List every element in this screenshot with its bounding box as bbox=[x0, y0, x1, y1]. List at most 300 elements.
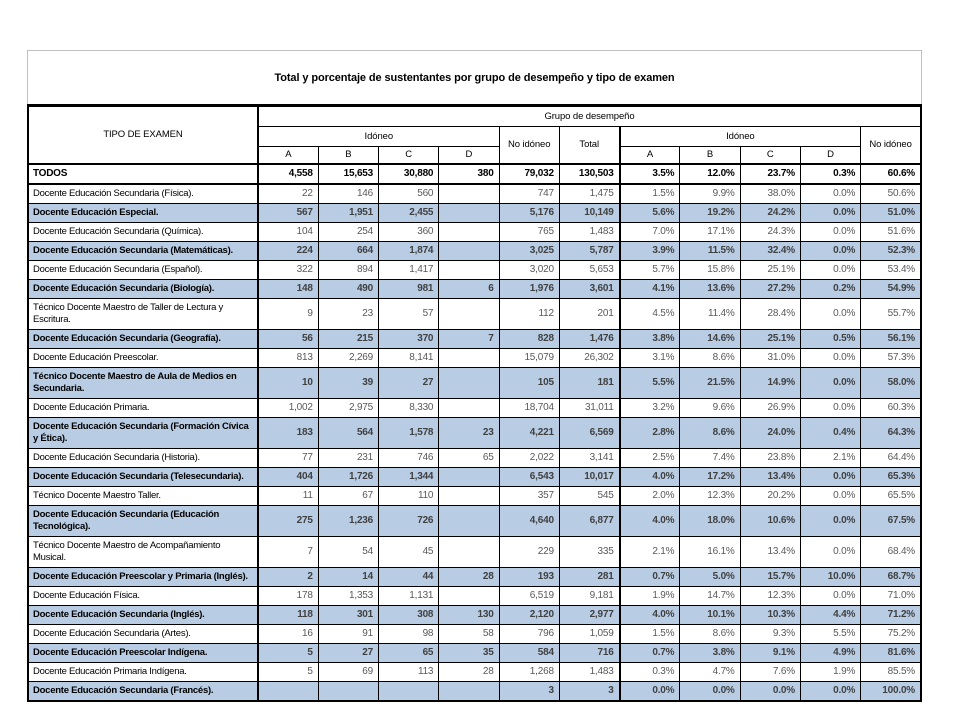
table-row bbox=[28, 448, 921, 467]
value-cell: 26.9% bbox=[740, 398, 800, 417]
exam-type-cell: Docente Educación Preescolar Indígena. bbox=[28, 643, 258, 662]
value-cell: 404 bbox=[258, 467, 318, 486]
value-cell: 5 bbox=[258, 643, 318, 662]
value-cell: 8.6% bbox=[680, 624, 740, 643]
table-row bbox=[28, 536, 921, 567]
value-cell: 56 bbox=[258, 329, 318, 348]
value-cell: 52.3% bbox=[861, 241, 921, 260]
value-cell bbox=[439, 505, 499, 536]
value-cell: 65.5% bbox=[861, 486, 921, 505]
value-cell: 21.5% bbox=[680, 367, 740, 398]
value-cell: 12.3% bbox=[740, 586, 800, 605]
value-cell: 254 bbox=[318, 222, 378, 241]
value-cell: 53.4% bbox=[861, 260, 921, 279]
value-cell: 15,079 bbox=[499, 348, 559, 367]
value-cell: 5.6% bbox=[620, 203, 680, 222]
report-content bbox=[27, 50, 922, 702]
value-cell: 0.0% bbox=[800, 536, 860, 567]
value-cell: 8,330 bbox=[379, 398, 439, 417]
value-cell: 2 bbox=[258, 567, 318, 586]
value-cell: 2.5% bbox=[620, 448, 680, 467]
table-row bbox=[28, 279, 921, 298]
value-cell: 110 bbox=[379, 486, 439, 505]
value-cell: 1,131 bbox=[379, 586, 439, 605]
exam-type-cell: Técnico Docente Maestro Taller. bbox=[28, 486, 258, 505]
value-cell: 32.4% bbox=[740, 241, 800, 260]
value-cell: 50.6% bbox=[861, 184, 921, 204]
exam-type-cell: Técnico Docente Maestro de Acompañamiento Musical. bbox=[28, 536, 258, 567]
value-cell: 2.1% bbox=[800, 448, 860, 467]
value-cell: 0.0% bbox=[800, 367, 860, 398]
value-cell: 1,483 bbox=[559, 222, 619, 241]
value-cell: 9 bbox=[258, 298, 318, 329]
value-cell: 765 bbox=[499, 222, 559, 241]
table-row bbox=[28, 164, 921, 184]
value-cell: 3,020 bbox=[499, 260, 559, 279]
value-cell: 71.0% bbox=[861, 586, 921, 605]
value-cell: 23.7% bbox=[740, 164, 800, 184]
value-cell: 4,640 bbox=[499, 505, 559, 536]
exam-type-cell: Docente Educación Secundaria (Geografía). bbox=[28, 329, 258, 348]
value-cell: 0.0% bbox=[740, 681, 800, 701]
table-header bbox=[28, 106, 921, 164]
value-cell: 9.3% bbox=[740, 624, 800, 643]
value-cell: 584 bbox=[499, 643, 559, 662]
value-cell: 4.0% bbox=[620, 605, 680, 624]
exam-type-cell: Docente Educación Secundaria (Español). bbox=[28, 260, 258, 279]
value-cell: 6,519 bbox=[499, 586, 559, 605]
value-cell: 31.0% bbox=[740, 348, 800, 367]
exam-type-cell: Docente Educación Secundaria (Matemáticas). bbox=[28, 241, 258, 260]
exam-type-cell: Docente Educación Primaria Indígena. bbox=[28, 662, 258, 681]
exam-type-cell: Docente Educación Secundaria (Física). bbox=[28, 184, 258, 204]
value-cell: 1.9% bbox=[620, 586, 680, 605]
value-cell: 747 bbox=[499, 184, 559, 204]
value-cell bbox=[439, 298, 499, 329]
value-cell: 0.0% bbox=[800, 222, 860, 241]
value-cell: 1,976 bbox=[499, 279, 559, 298]
value-cell: 112 bbox=[499, 298, 559, 329]
value-cell bbox=[318, 681, 378, 701]
value-cell: 15.7% bbox=[740, 567, 800, 586]
value-cell: 10,149 bbox=[559, 203, 619, 222]
value-cell: 30,880 bbox=[379, 164, 439, 184]
value-cell: 4,558 bbox=[258, 164, 318, 184]
value-cell: 39 bbox=[318, 367, 378, 398]
value-cell: 5 bbox=[258, 662, 318, 681]
table-body bbox=[28, 164, 921, 701]
value-cell: 7.4% bbox=[680, 448, 740, 467]
value-cell: 360 bbox=[379, 222, 439, 241]
value-cell: 25.1% bbox=[740, 329, 800, 348]
value-cell: 6,569 bbox=[559, 417, 619, 448]
value-cell: 54 bbox=[318, 536, 378, 567]
table-row bbox=[28, 681, 921, 701]
table-row bbox=[28, 348, 921, 367]
value-cell: 0.0% bbox=[800, 348, 860, 367]
exam-type-cell: Docente Educación Secundaria (Historia). bbox=[28, 448, 258, 467]
col-header-no-idoneo-counts: No idóneo bbox=[499, 127, 559, 164]
table-row bbox=[28, 298, 921, 329]
table-row bbox=[28, 505, 921, 536]
value-cell: 567 bbox=[258, 203, 318, 222]
value-cell: 1,578 bbox=[379, 417, 439, 448]
value-cell: 8.6% bbox=[680, 348, 740, 367]
value-cell: 6,877 bbox=[559, 505, 619, 536]
value-cell bbox=[258, 681, 318, 701]
value-cell: 45 bbox=[379, 536, 439, 567]
value-cell: 308 bbox=[379, 605, 439, 624]
table-row bbox=[28, 567, 921, 586]
value-cell: 0.0% bbox=[800, 505, 860, 536]
value-cell: 3.8% bbox=[680, 643, 740, 662]
value-cell: 357 bbox=[499, 486, 559, 505]
value-cell: 27 bbox=[379, 367, 439, 398]
value-cell: 370 bbox=[379, 329, 439, 348]
value-cell: 229 bbox=[499, 536, 559, 567]
value-cell: 51.6% bbox=[861, 222, 921, 241]
value-cell: 12.3% bbox=[680, 486, 740, 505]
value-cell: 10 bbox=[258, 367, 318, 398]
value-cell bbox=[439, 681, 499, 701]
value-cell: 4.1% bbox=[620, 279, 680, 298]
value-cell: 69 bbox=[318, 662, 378, 681]
value-cell: 113 bbox=[379, 662, 439, 681]
value-cell: 28 bbox=[439, 662, 499, 681]
value-cell: 75.2% bbox=[861, 624, 921, 643]
value-cell: 3.5% bbox=[620, 164, 680, 184]
value-cell: 15,653 bbox=[318, 164, 378, 184]
value-cell: 6 bbox=[439, 279, 499, 298]
col-header-b-count: B bbox=[318, 147, 378, 164]
exam-type-cell: Docente Educación Física. bbox=[28, 586, 258, 605]
value-cell: 5.5% bbox=[800, 624, 860, 643]
value-cell: 5.0% bbox=[680, 567, 740, 586]
value-cell: 27.2% bbox=[740, 279, 800, 298]
table-row bbox=[28, 260, 921, 279]
value-cell: 44 bbox=[379, 567, 439, 586]
value-cell: 118 bbox=[258, 605, 318, 624]
exam-type-cell: Docente Educación Secundaria (Biología). bbox=[28, 279, 258, 298]
value-cell: 5,787 bbox=[559, 241, 619, 260]
value-cell: 8,141 bbox=[379, 348, 439, 367]
value-cell: 3,601 bbox=[559, 279, 619, 298]
table-row bbox=[28, 605, 921, 624]
value-cell bbox=[439, 222, 499, 241]
value-cell: 0.7% bbox=[620, 643, 680, 662]
value-cell: 16.1% bbox=[680, 536, 740, 567]
value-cell: 56.1% bbox=[861, 329, 921, 348]
col-header-idoneo-pct: Idóneo bbox=[620, 127, 861, 147]
col-header-a-count: A bbox=[258, 147, 318, 164]
value-cell: 55.7% bbox=[861, 298, 921, 329]
value-cell: 71.2% bbox=[861, 605, 921, 624]
value-cell: 0.2% bbox=[800, 279, 860, 298]
value-cell: 24.3% bbox=[740, 222, 800, 241]
table-row bbox=[28, 586, 921, 605]
value-cell: 10.1% bbox=[680, 605, 740, 624]
value-cell: 16 bbox=[258, 624, 318, 643]
value-cell: 215 bbox=[318, 329, 378, 348]
value-cell: 68.4% bbox=[861, 536, 921, 567]
table-row bbox=[28, 467, 921, 486]
col-header-idoneo-counts: Idóneo bbox=[258, 127, 499, 147]
value-cell: 24.0% bbox=[740, 417, 800, 448]
value-cell: 11 bbox=[258, 486, 318, 505]
value-cell: 0.3% bbox=[800, 164, 860, 184]
value-cell: 981 bbox=[379, 279, 439, 298]
value-cell: 726 bbox=[379, 505, 439, 536]
value-cell: 4.0% bbox=[620, 505, 680, 536]
value-cell bbox=[439, 260, 499, 279]
value-cell: 8.6% bbox=[680, 417, 740, 448]
value-cell: 2.0% bbox=[620, 486, 680, 505]
value-cell: 105 bbox=[499, 367, 559, 398]
value-cell: 193 bbox=[499, 567, 559, 586]
value-cell bbox=[439, 367, 499, 398]
value-cell: 15.8% bbox=[680, 260, 740, 279]
table-row bbox=[28, 222, 921, 241]
value-cell: 19.2% bbox=[680, 203, 740, 222]
table-row bbox=[28, 417, 921, 448]
value-cell: 1.5% bbox=[620, 624, 680, 643]
value-cell: 224 bbox=[258, 241, 318, 260]
value-cell: 10,017 bbox=[559, 467, 619, 486]
value-cell: 2,977 bbox=[559, 605, 619, 624]
value-cell: 27 bbox=[318, 643, 378, 662]
value-cell: 65 bbox=[379, 643, 439, 662]
value-cell: 2,022 bbox=[499, 448, 559, 467]
exam-type-cell: TODOS bbox=[28, 164, 258, 184]
value-cell: 14.7% bbox=[680, 586, 740, 605]
value-cell: 2,975 bbox=[318, 398, 378, 417]
value-cell bbox=[439, 467, 499, 486]
value-cell: 4.4% bbox=[800, 605, 860, 624]
value-cell: 0.0% bbox=[800, 398, 860, 417]
value-cell: 2.8% bbox=[620, 417, 680, 448]
value-cell: 0.0% bbox=[800, 260, 860, 279]
value-cell: 4,221 bbox=[499, 417, 559, 448]
value-cell: 0.0% bbox=[800, 486, 860, 505]
table-row bbox=[28, 203, 921, 222]
value-cell: 1,417 bbox=[379, 260, 439, 279]
value-cell: 0.5% bbox=[800, 329, 860, 348]
value-cell: 828 bbox=[499, 329, 559, 348]
value-cell: 178 bbox=[258, 586, 318, 605]
exam-type-cell: Docente Educación Secundaria (Educación Tecnológica). bbox=[28, 505, 258, 536]
page-title: Total y porcentaje de sustentantes por grupo de desempeño y tipo de examen bbox=[274, 71, 675, 84]
value-cell: 11.4% bbox=[680, 298, 740, 329]
value-cell: 130,503 bbox=[559, 164, 619, 184]
value-cell: 3,025 bbox=[499, 241, 559, 260]
value-cell: 301 bbox=[318, 605, 378, 624]
exam-type-cell: Técnico Docente Maestro de Aula de Medios en Secundaria. bbox=[28, 367, 258, 398]
exam-type-cell: Docente Educación Secundaria (Artes). bbox=[28, 624, 258, 643]
value-cell: 13.4% bbox=[740, 536, 800, 567]
exam-type-cell: Docente Educación Preescolar. bbox=[28, 348, 258, 367]
value-cell: 2.1% bbox=[620, 536, 680, 567]
value-cell: 17.2% bbox=[680, 467, 740, 486]
col-header-d-pct: D bbox=[800, 147, 860, 164]
value-cell: 14 bbox=[318, 567, 378, 586]
value-cell: 0.7% bbox=[620, 567, 680, 586]
value-cell: 1.5% bbox=[620, 184, 680, 204]
value-cell: 2,120 bbox=[499, 605, 559, 624]
value-cell: 545 bbox=[559, 486, 619, 505]
value-cell: 0.0% bbox=[620, 681, 680, 701]
value-cell: 65 bbox=[439, 448, 499, 467]
value-cell: 380 bbox=[439, 164, 499, 184]
value-cell: 2,269 bbox=[318, 348, 378, 367]
table-row bbox=[28, 662, 921, 681]
value-cell: 3.2% bbox=[620, 398, 680, 417]
value-cell: 77 bbox=[258, 448, 318, 467]
value-cell: 20.2% bbox=[740, 486, 800, 505]
value-cell: 64.4% bbox=[861, 448, 921, 467]
value-cell: 146 bbox=[318, 184, 378, 204]
value-cell: 894 bbox=[318, 260, 378, 279]
value-cell: 201 bbox=[559, 298, 619, 329]
value-cell: 60.6% bbox=[861, 164, 921, 184]
value-cell: 0.0% bbox=[800, 681, 860, 701]
value-cell bbox=[439, 184, 499, 204]
value-cell: 1,344 bbox=[379, 467, 439, 486]
value-cell: 3.1% bbox=[620, 348, 680, 367]
title-box bbox=[27, 50, 922, 104]
value-cell: 10.0% bbox=[800, 567, 860, 586]
value-cell: 10.6% bbox=[740, 505, 800, 536]
value-cell: 3 bbox=[559, 681, 619, 701]
value-cell: 1,268 bbox=[499, 662, 559, 681]
value-cell: 181 bbox=[559, 367, 619, 398]
value-cell: 0.4% bbox=[800, 417, 860, 448]
value-cell: 0.0% bbox=[680, 681, 740, 701]
value-cell: 664 bbox=[318, 241, 378, 260]
value-cell: 2,455 bbox=[379, 203, 439, 222]
value-cell: 716 bbox=[559, 643, 619, 662]
value-cell: 17.1% bbox=[680, 222, 740, 241]
value-cell: 65.3% bbox=[861, 467, 921, 486]
col-header-c-count: C bbox=[379, 147, 439, 164]
value-cell: 1,726 bbox=[318, 467, 378, 486]
value-cell: 3 bbox=[499, 681, 559, 701]
value-cell: 183 bbox=[258, 417, 318, 448]
value-cell: 12.0% bbox=[680, 164, 740, 184]
value-cell: 1,353 bbox=[318, 586, 378, 605]
value-cell: 91 bbox=[318, 624, 378, 643]
value-cell: 3.9% bbox=[620, 241, 680, 260]
value-cell: 79,032 bbox=[499, 164, 559, 184]
col-header-b-pct: B bbox=[680, 147, 740, 164]
value-cell: 564 bbox=[318, 417, 378, 448]
value-cell bbox=[439, 348, 499, 367]
value-cell: 4.7% bbox=[680, 662, 740, 681]
exam-type-cell: Técnico Docente Maestro de Taller de Lectura y Escritura. bbox=[28, 298, 258, 329]
value-cell: 9.1% bbox=[740, 643, 800, 662]
exam-type-cell: Docente Educación Primaria. bbox=[28, 398, 258, 417]
table-row bbox=[28, 241, 921, 260]
value-cell: 5.5% bbox=[620, 367, 680, 398]
value-cell: 81.6% bbox=[861, 643, 921, 662]
value-cell: 13.4% bbox=[740, 467, 800, 486]
value-cell: 3.8% bbox=[620, 329, 680, 348]
value-cell: 7 bbox=[258, 536, 318, 567]
value-cell: 64.3% bbox=[861, 417, 921, 448]
value-cell: 31,011 bbox=[559, 398, 619, 417]
value-cell bbox=[439, 203, 499, 222]
value-cell: 38.0% bbox=[740, 184, 800, 204]
exam-type-cell: Docente Educación Secundaria (Telesecundaria). bbox=[28, 467, 258, 486]
value-cell: 26,302 bbox=[559, 348, 619, 367]
value-cell: 5,653 bbox=[559, 260, 619, 279]
value-cell: 18.0% bbox=[680, 505, 740, 536]
value-cell: 1,002 bbox=[258, 398, 318, 417]
value-cell: 1,236 bbox=[318, 505, 378, 536]
value-cell: 0.0% bbox=[800, 241, 860, 260]
table-row bbox=[28, 184, 921, 204]
value-cell bbox=[439, 241, 499, 260]
value-cell bbox=[439, 586, 499, 605]
value-cell: 60.3% bbox=[861, 398, 921, 417]
exam-type-cell: Docente Educación Secundaria (Química). bbox=[28, 222, 258, 241]
value-cell: 322 bbox=[258, 260, 318, 279]
value-cell: 11.5% bbox=[680, 241, 740, 260]
value-cell: 4.0% bbox=[620, 467, 680, 486]
value-cell: 281 bbox=[559, 567, 619, 586]
value-cell: 22 bbox=[258, 184, 318, 204]
value-cell: 13.6% bbox=[680, 279, 740, 298]
value-cell: 9,181 bbox=[559, 586, 619, 605]
value-cell: 28.4% bbox=[740, 298, 800, 329]
value-cell: 68.7% bbox=[861, 567, 921, 586]
performance-table bbox=[27, 104, 922, 702]
value-cell: 10.3% bbox=[740, 605, 800, 624]
table-row bbox=[28, 329, 921, 348]
value-cell: 813 bbox=[258, 348, 318, 367]
value-cell: 54.9% bbox=[861, 279, 921, 298]
value-cell: 58 bbox=[439, 624, 499, 643]
value-cell: 9.6% bbox=[680, 398, 740, 417]
table-row bbox=[28, 643, 921, 662]
col-header-a-pct: A bbox=[620, 147, 680, 164]
table-row bbox=[28, 398, 921, 417]
value-cell: 7.6% bbox=[740, 662, 800, 681]
value-cell: 148 bbox=[258, 279, 318, 298]
value-cell: 104 bbox=[258, 222, 318, 241]
col-header-tipo-de-examen: TIPO DE EXAMEN bbox=[28, 106, 258, 164]
value-cell: 4.9% bbox=[800, 643, 860, 662]
col-header-total: Total bbox=[559, 127, 619, 164]
value-cell: 1,475 bbox=[559, 184, 619, 204]
value-cell: 746 bbox=[379, 448, 439, 467]
value-cell: 23 bbox=[318, 298, 378, 329]
exam-type-cell: Docente Educación Secundaria (Formación Cívica y Ética). bbox=[28, 417, 258, 448]
value-cell: 57.3% bbox=[861, 348, 921, 367]
value-cell: 25.1% bbox=[740, 260, 800, 279]
value-cell: 14.9% bbox=[740, 367, 800, 398]
value-cell: 58.0% bbox=[861, 367, 921, 398]
value-cell bbox=[439, 536, 499, 567]
table-row bbox=[28, 624, 921, 643]
col-header-c-pct: C bbox=[740, 147, 800, 164]
value-cell: 7.0% bbox=[620, 222, 680, 241]
value-cell: 4.5% bbox=[620, 298, 680, 329]
value-cell: 5,176 bbox=[499, 203, 559, 222]
value-cell: 23 bbox=[439, 417, 499, 448]
value-cell: 0.0% bbox=[800, 203, 860, 222]
value-cell: 3,141 bbox=[559, 448, 619, 467]
value-cell: 1,951 bbox=[318, 203, 378, 222]
